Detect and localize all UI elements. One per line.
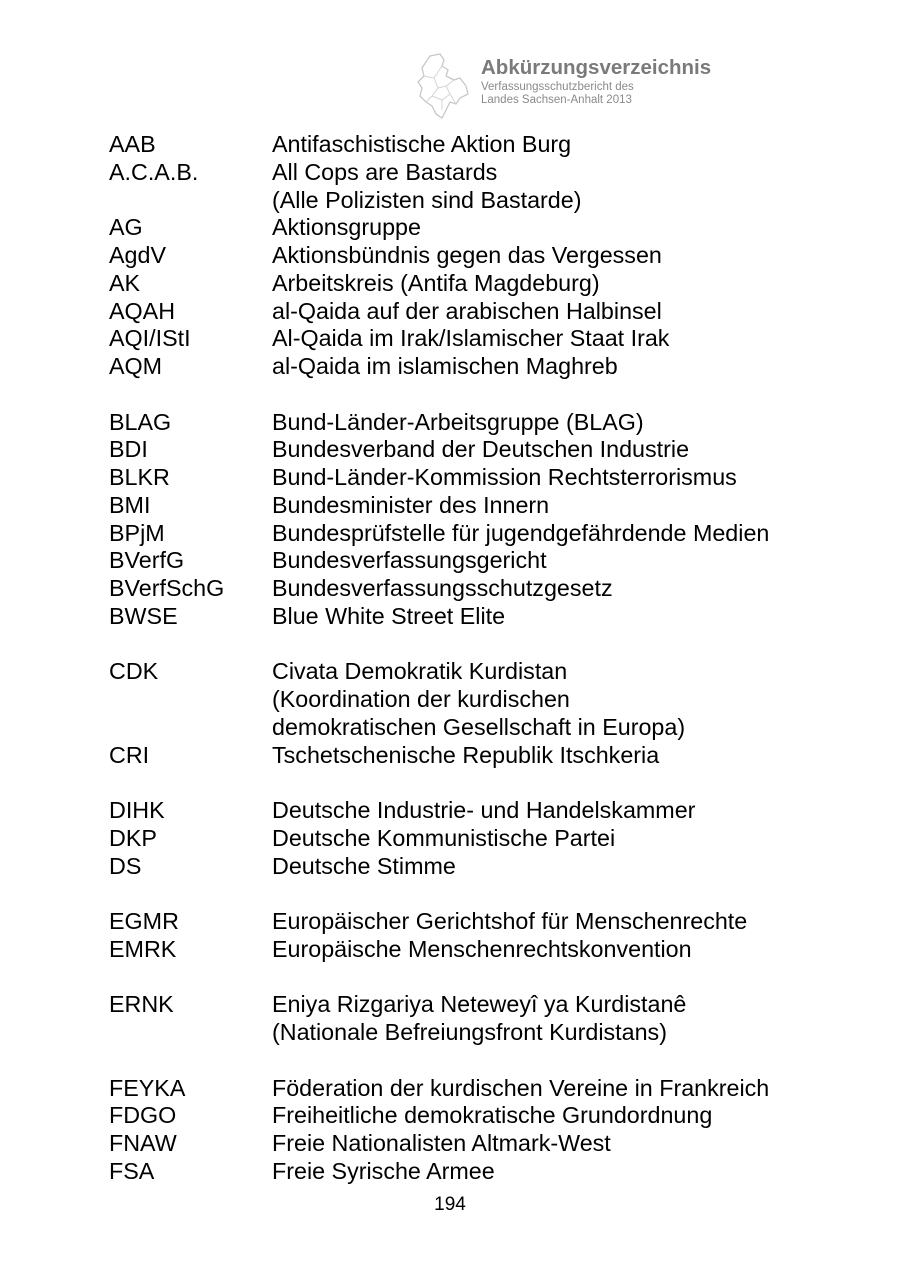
document-section-title: Abkürzungsverzeichnis	[481, 56, 712, 79]
abbreviation: BLAG	[109, 408, 172, 435]
definition: Aktionsgruppe	[272, 214, 421, 241]
abbreviation: DKP	[109, 824, 157, 851]
abbreviation-entry	[0, 742, 900, 770]
definition: Aktionsbündnis gegen das Vergessen	[272, 242, 662, 268]
definition: Bundesverfassungsschutzgesetz	[272, 575, 613, 601]
abbreviation-entry	[0, 575, 900, 603]
definition: Bundesverfassungsgericht	[272, 547, 547, 574]
abbreviation: DIHK	[109, 797, 165, 823]
abbreviation-entry	[0, 214, 900, 242]
definition: Freiheitliche demokratische Grundordnung	[272, 1102, 713, 1129]
definition: Föderation der kurdischen Vereine in Frankreich	[272, 1074, 770, 1101]
abbreviation-entry	[0, 825, 900, 853]
definition: Freie Syrische Armee	[272, 1157, 495, 1184]
abbreviation: FDGO	[109, 1102, 177, 1129]
definition: Europäischer Gerichtshof für Menschenrechte	[272, 908, 748, 934]
abbreviation-entry	[0, 658, 900, 686]
definition: Al-Qaida im Irak/Islamischer Staat Irak	[272, 325, 670, 352]
abbreviation-entry	[0, 464, 900, 492]
definition: (Koordination der kurdischen	[272, 686, 570, 712]
definition: Eniya Rizgariya Neteweyî ya Kurdistanê	[272, 991, 687, 1018]
group-spacer	[0, 381, 900, 409]
abbreviation-entry	[0, 159, 900, 187]
abbreviation: AK	[109, 269, 141, 296]
abbreviation-entry	[0, 492, 900, 520]
abbreviation-entry	[0, 991, 900, 1019]
definition: (Alle Polizisten sind Bastarde)	[272, 186, 582, 213]
definition: Europäische Menschenrechtskonvention	[272, 935, 692, 962]
definition: Deutsche Industrie- und Handelskammer	[272, 797, 696, 823]
abbreviation-entry-continuation	[0, 187, 900, 215]
abbreviation: BLKR	[109, 464, 170, 490]
abbreviation-entry	[0, 936, 900, 964]
definition: Deutsche Kommunistische Partei	[272, 824, 616, 851]
abbreviation-entry-continuation	[0, 714, 900, 742]
definition: Freie Nationalisten Altmark-West	[272, 1130, 611, 1156]
definition: Civata Demokratik Kurdistan	[272, 658, 568, 685]
abbreviation: AAB	[109, 131, 156, 157]
abbreviation-entry	[0, 853, 900, 881]
abbreviation: EMRK	[109, 935, 177, 962]
saxony-anhalt-map-icon	[416, 52, 476, 122]
abbreviation-entry	[0, 1075, 900, 1103]
page-number: 194	[434, 1194, 466, 1215]
definition: Tschetschenische Republik Itschkeria	[272, 741, 660, 768]
group-spacer	[0, 964, 900, 992]
abbreviation-entry	[0, 325, 900, 353]
abbreviation: AQAH	[109, 297, 176, 324]
abbreviation: AgdV	[109, 242, 166, 268]
group-spacer	[0, 1047, 900, 1075]
abbreviation: BMI	[109, 491, 151, 518]
definition: al-Qaida auf der arabischen Halbinsel	[272, 297, 662, 324]
definition: All Cops are Bastards	[272, 158, 498, 185]
abbreviation: CRI	[109, 741, 150, 768]
abbreviation: ERNK	[109, 991, 174, 1018]
abbreviation-list	[0, 131, 900, 1186]
abbreviation: FEYKA	[109, 1074, 186, 1101]
abbreviation-entry	[0, 520, 900, 548]
definition: Blue White Street Elite	[272, 602, 506, 629]
group-spacer	[0, 880, 900, 908]
abbreviation: BWSE	[109, 602, 178, 629]
definition: Bundesminister des Innern	[272, 491, 550, 518]
abbreviation: FNAW	[109, 1130, 177, 1156]
abbreviation-entry	[0, 298, 900, 326]
abbreviation-entry	[0, 603, 900, 631]
definition: Bund-Länder-Arbeitsgruppe (BLAG)	[272, 408, 644, 435]
group-spacer	[0, 769, 900, 797]
definition: Bund-Länder-Kommission Rechtsterrorismus	[272, 464, 737, 490]
abbreviation: DS	[109, 852, 142, 879]
abbreviation-entry	[0, 409, 900, 437]
report-subtitle-line1: Verfassungsschutzbericht des	[481, 81, 634, 93]
abbreviation: BPjM	[109, 519, 165, 546]
report-subtitle-line2: Landes Sachsen-Anhalt 2013	[481, 94, 632, 106]
abbreviation-entry	[0, 1158, 900, 1186]
definition: demokratischen Gesellschaft in Europa)	[272, 713, 686, 740]
definition: (Nationale Befreiungsfront Kurdistans)	[272, 1019, 667, 1045]
definition: al-Qaida im islamischen Maghreb	[272, 353, 618, 379]
abbreviation: AQI/IStI	[109, 325, 191, 352]
abbreviation: BVerfSchG	[109, 575, 225, 601]
abbreviation-entry	[0, 436, 900, 464]
abbreviation: CDK	[109, 658, 159, 685]
definition: Arbeitskreis (Antifa Magdeburg)	[272, 269, 600, 296]
abbreviation: AG	[109, 214, 143, 241]
abbreviation-entry	[0, 797, 900, 825]
abbreviation-entry	[0, 1102, 900, 1130]
abbreviation-entry-continuation	[0, 1019, 900, 1047]
definition: Deutsche Stimme	[272, 852, 456, 879]
abbreviation-entry	[0, 353, 900, 381]
abbreviation-entry	[0, 908, 900, 936]
abbreviation: EGMR	[109, 908, 179, 934]
definition: Bundesprüfstelle für jugendgefährdende Medien	[272, 519, 770, 546]
abbreviation-entry	[0, 242, 900, 270]
abbreviation: FSA	[109, 1157, 155, 1184]
definition: Antifaschistische Aktion Burg	[272, 131, 572, 157]
abbreviation: AQM	[109, 353, 163, 379]
abbreviation: BVerfG	[109, 547, 185, 574]
abbreviation-entry	[0, 1130, 900, 1158]
definition: Bundesverband der Deutschen Industrie	[272, 436, 690, 463]
group-spacer	[0, 631, 900, 659]
abbreviation-entry	[0, 547, 900, 575]
abbreviation-entry	[0, 270, 900, 298]
abbreviation: A.C.A.B.	[109, 158, 199, 185]
page-header	[416, 52, 746, 124]
abbreviation-entry	[0, 131, 900, 159]
abbreviation-entry-continuation	[0, 686, 900, 714]
abbreviation: BDI	[109, 436, 148, 463]
